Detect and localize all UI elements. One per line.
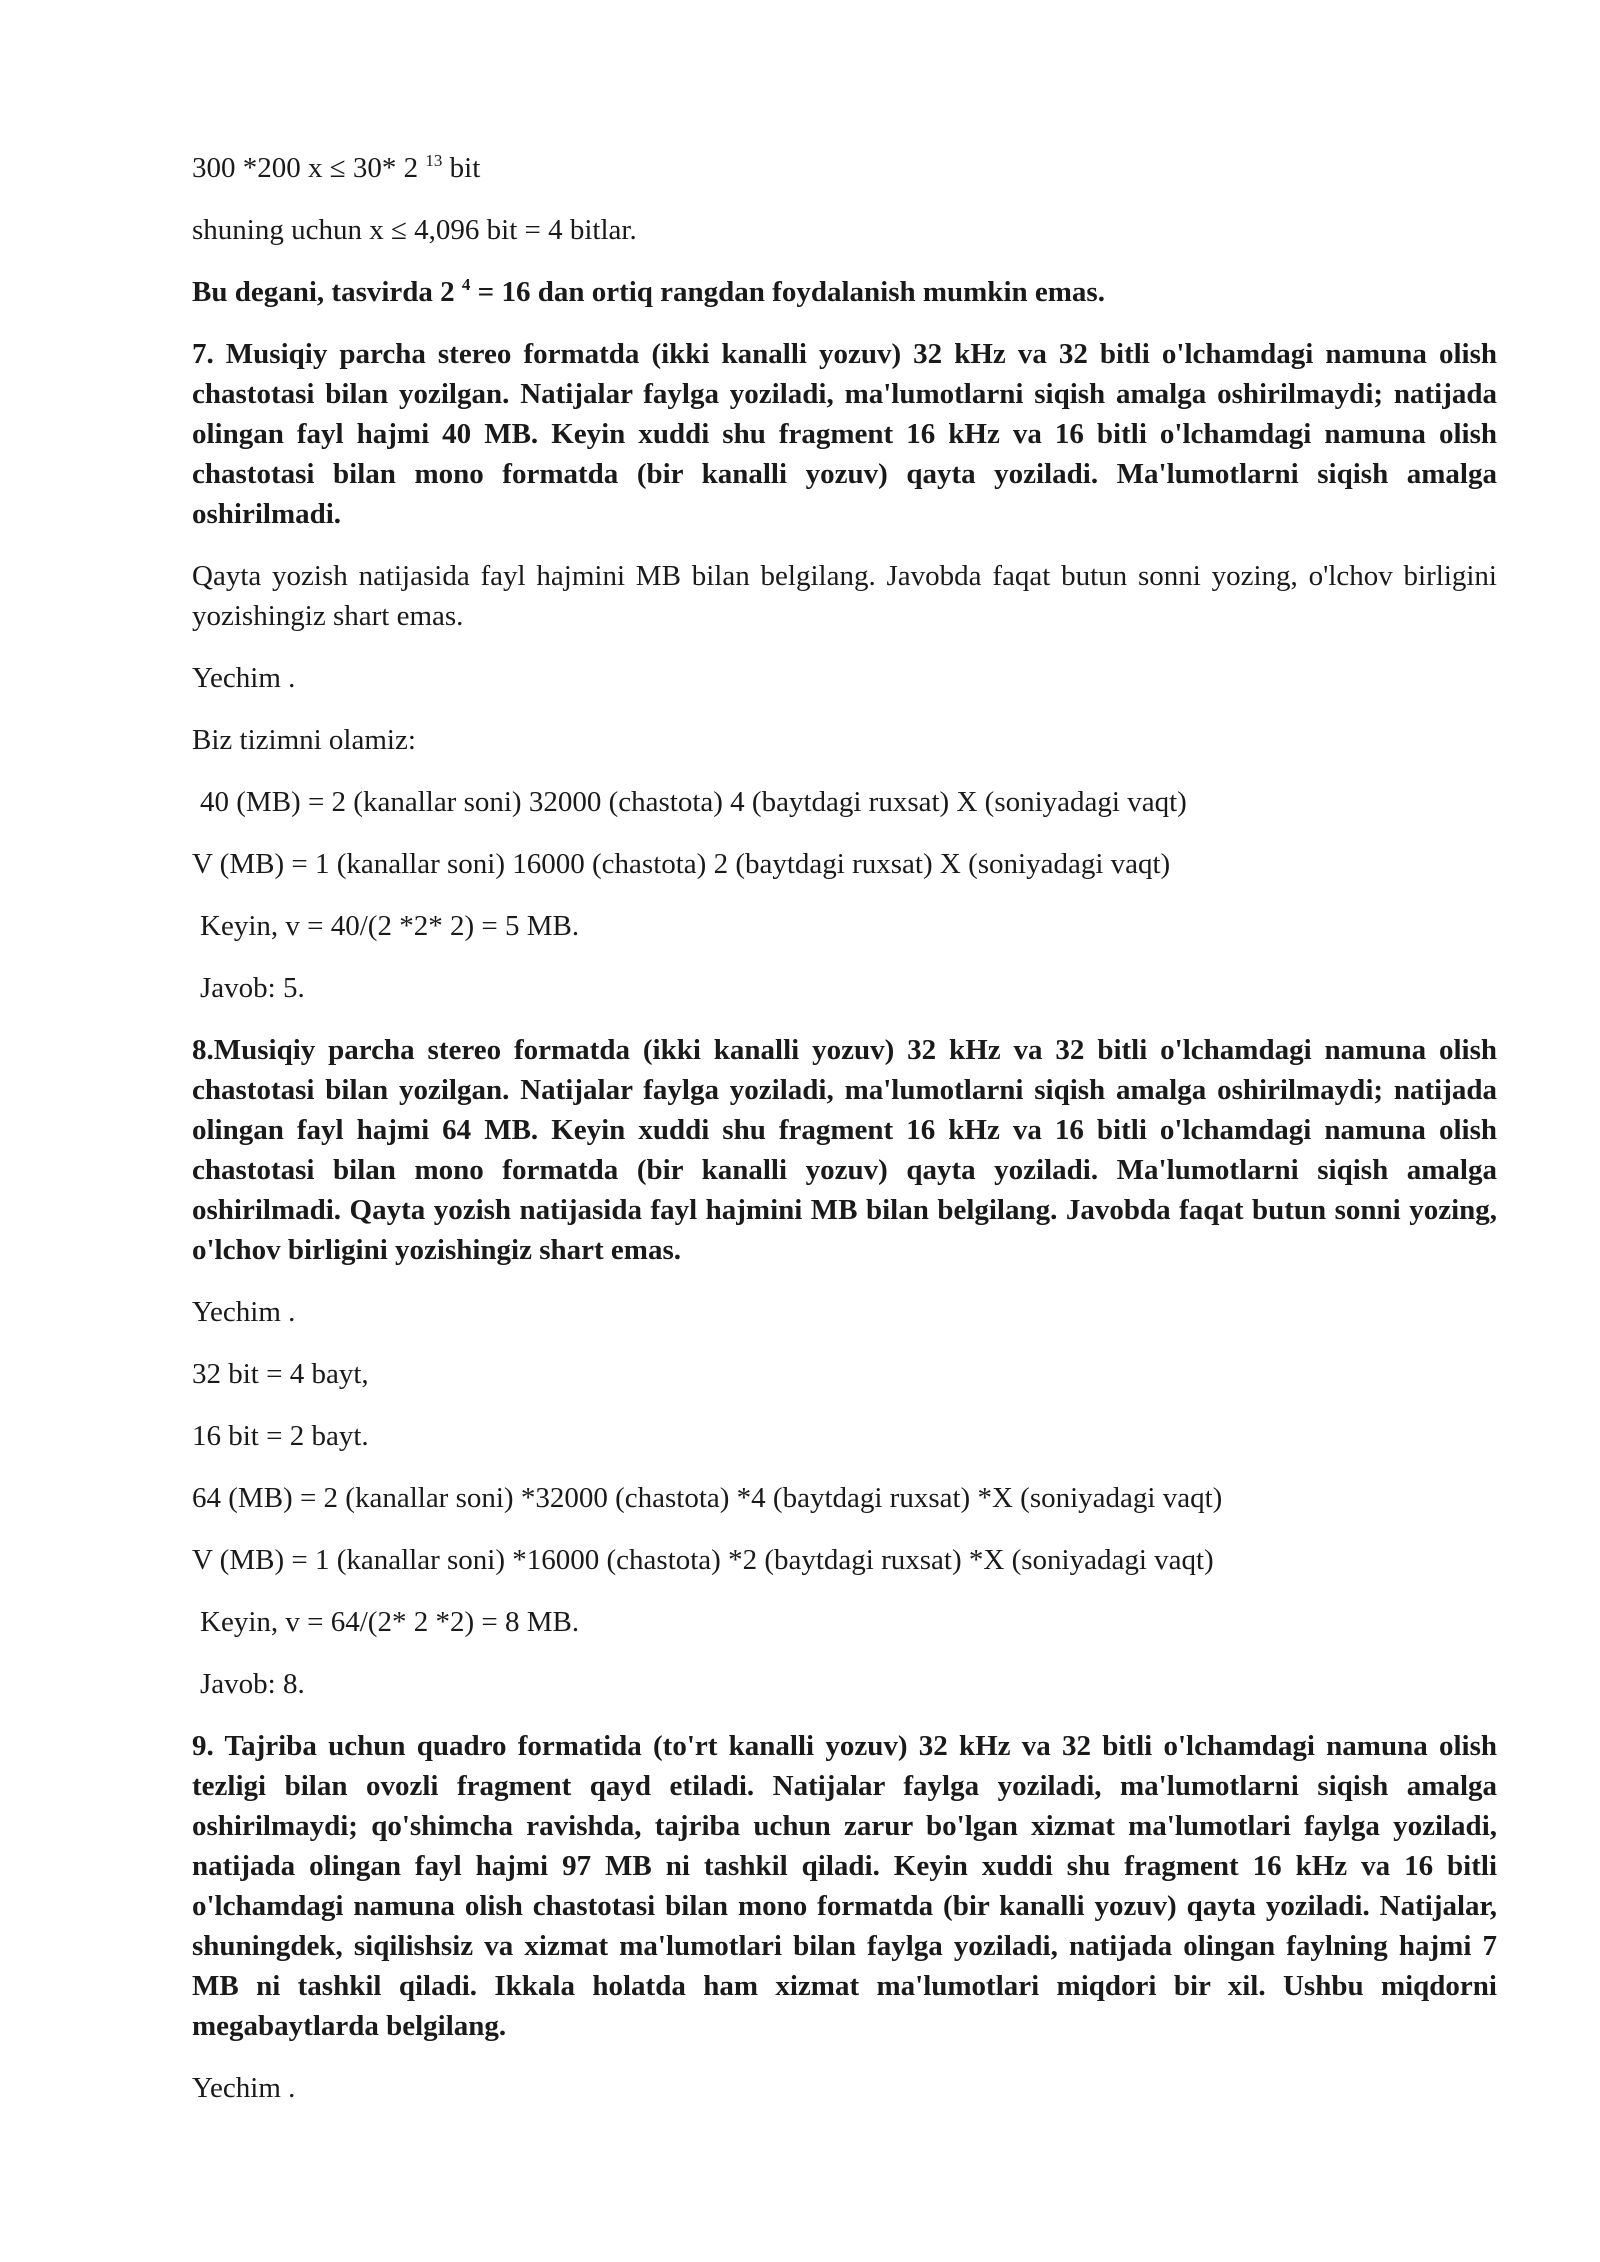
task-7-equation-2: V (MB) = 1 (kanallar soni) 16000 (chastota) 2 (baytdagi ruxsat) X (soniyadagi vaqt) [192, 848, 1171, 880]
task-8-equation-2: V (MB) = 1 (kanallar soni) *16000 (chastota) *2 (baytdagi ruxsat) *X (soniyadagi vaqt) [192, 1544, 1214, 1576]
task-7-system-intro: Biz tizimni olamiz: [192, 724, 416, 756]
conclusion-line: shuning uchun x ≤ 4,096 bit = 4 bitlar. [192, 214, 637, 246]
statement-text: Bu degani, tasvirda 2 [192, 276, 462, 308]
inequality-unit: bit [442, 152, 481, 184]
task-8-question: 8.Musiqiy parcha stereo formatda (ikki kanalli yozuv) 32 kHz va 32 bitli o'lchamdagi namuna olish chastotasi bilan yozilgan. Natijalar faylga yoziladi, ma'lumotlarni siqish amalga oshirilmaydi; natijada olingan fayl hajmi 64 MB. Keyin xuddi shu fragment 16 kHz va 16 bitli o'lchamdagi namuna olish chastotasi bilan mono formatda (bir kanalli yozuv) qayta yoziladi. Ma'lumotlarni siqish amalga oshirilmadi. Qayta yozish natijasida fayl hajmini MB bilan belgilang. Javobda faqat butun sonni yozing, o'lchov birligini yozishingiz shart emas. [192, 1034, 1497, 1266]
task-7-calculation: Keyin, v = 40/(2 *2* 2) = 5 MB. [200, 910, 580, 942]
task-9-solution-label: Yechim . [192, 2072, 296, 2104]
task-8-conversion-2: 16 bit = 2 bayt. [192, 1420, 369, 1452]
exponent: 13 [425, 151, 443, 170]
inequality-text: 300 *200 x ≤ 30* 2 [192, 152, 426, 184]
inequality-line [192, 148, 1497, 188]
task-7-answer: Javob: 5. [200, 972, 305, 1004]
statement-text-end: = 16 dan ortiq rangdan foydalanish mumkin emas. [470, 276, 1105, 308]
color-limit-statement [192, 272, 1497, 312]
task-8-conversion-1: 32 bit = 4 bayt, [192, 1358, 369, 1390]
task-7-instruction: Qayta yozish natijasida fayl hajmini MB bilan belgilang. Javobda faqat butun sonni yozing, o'lchov birligini yozishingiz shart emas. [192, 560, 1497, 632]
exponent: 4 [461, 275, 471, 294]
task-8-answer: Javob: 8. [200, 1668, 305, 1700]
task-7-solution-label: Yechim . [192, 662, 296, 694]
task-9-question: 9. Tajriba uchun quadro formatida (to'rt kanalli yozuv) 32 kHz va 32 bitli o'lchamdagi namuna olish tezligi bilan ovozli fragment qayd etiladi. Natijalar faylga yoziladi, ma'lumotlarni siqish amalga oshirilmaydi; qo'shimcha ravishda, tajriba uchun zarur bo'lgan xizmat ma'lumotlari faylga yoziladi, natijada olingan fayl hajmi 97 MB ni tashkil qiladi. Keyin xuddi shu fragment 16 kHz va 16 bitli o'lchamdagi namuna olish chastotasi bilan mono formatda (bir kanalli yozuv) qayta yoziladi. Natijalar, shuningdek, siqilishsiz va xizmat ma'lumotlari bilan faylga yoziladi, natijada olingan faylning hajmi 7 MB ni tashkil qiladi. Ikkala holatda ham xizmat ma'lumotlari miqdori bir xil. Ushbu miqdorni megabaytlarda belgilang. [192, 1730, 1497, 2042]
task-7-equation-1: 40 (MB) = 2 (kanallar soni) 32000 (chastota) 4 (baytdagi ruxsat) X (soniyadagi vaqt) [200, 786, 1187, 818]
task-8-solution-label: Yechim . [192, 1296, 296, 1328]
task-7-question: 7. Musiqiy parcha stereo formatda (ikki kanalli yozuv) 32 kHz va 32 bitli o'lchamdagi namuna olish chastotasi bilan yozilgan. Natijalar faylga yoziladi, ma'lumotlarni siqish amalga oshirilmaydi; natijada olingan fayl hajmi 40 MB. Keyin xuddi shu fragment 16 kHz va 16 bitli o'lchamdagi namuna olish chastotasi bilan mono formatda (bir kanalli yozuv) qayta yoziladi. Ma'lumotlarni siqish amalga oshirilmadi. [192, 338, 1497, 530]
task-8-calculation: Keyin, v = 64/(2* 2 *2) = 8 MB. [200, 1606, 580, 1638]
task-8-equation-1: 64 (MB) = 2 (kanallar soni) *32000 (chastota) *4 (baytdagi ruxsat) *X (soniyadagi vaqt) [192, 1482, 1223, 1514]
